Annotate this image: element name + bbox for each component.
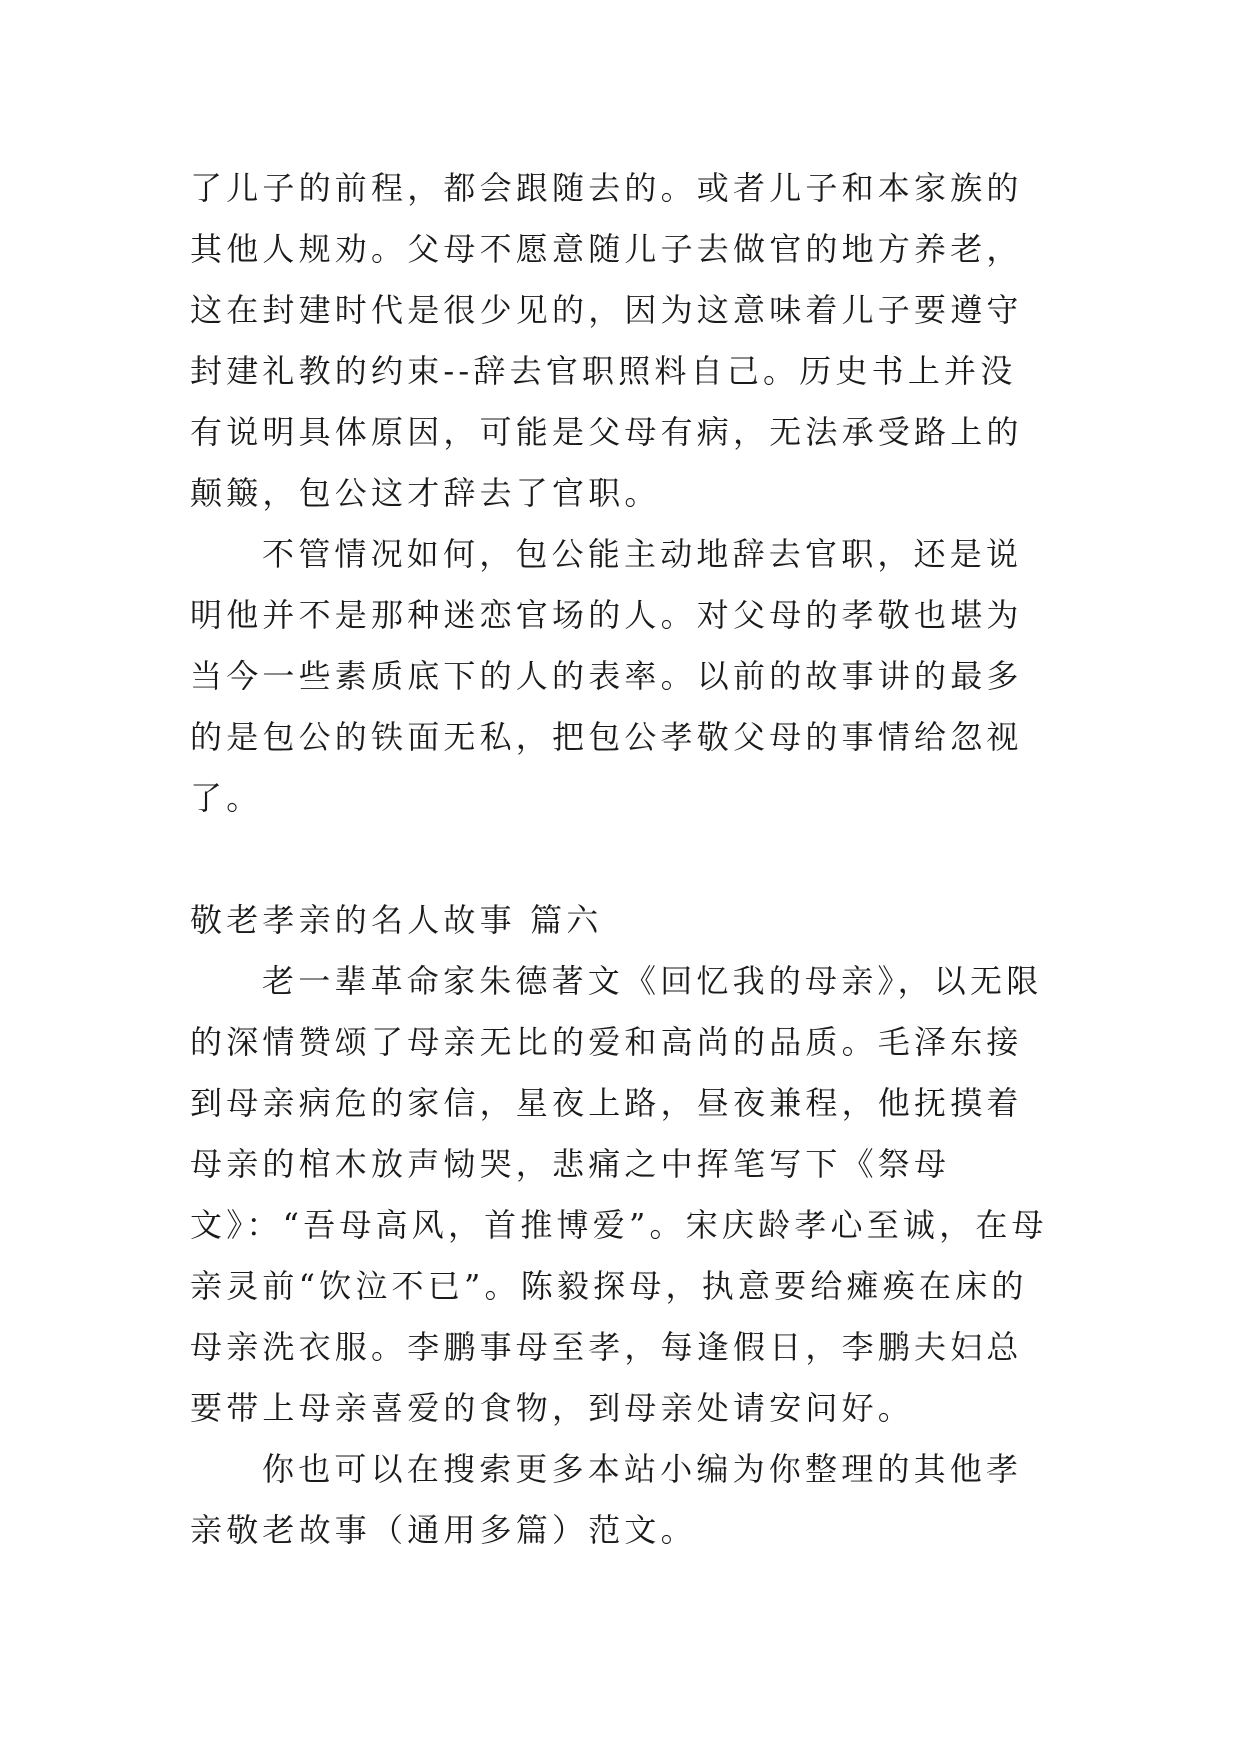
- section-heading: 敬老孝亲的名人故事 篇六: [190, 901, 603, 939]
- document-body: [190, 158, 1050, 1561]
- section-spacer: [190, 829, 1050, 890]
- paragraph: 老一辈革命家朱德著文《回忆我的母亲》，以无限的深情赞颂了母亲无比的爱和高尚的品质。毛泽东接到母亲病危的家信，星夜上路，昼夜兼程，他抚摸着母亲的棺木放声恸哭，悲痛之中挥笔写下《祭母文》：“吾母高风，首推博爱”。宋庆龄孝心至诚，在母亲灵前“饮泣不已”。陈毅探母，执意要给瘫痪在床的母亲洗衣服。李鹏事母至孝，每逢假日，李鹏夫妇总要带上母亲喜爱的食物，到母亲处请安问好。: [190, 962, 1048, 1427]
- paragraph-continuation: 了儿子的前程，都会跟随去的。或者儿子和本家族的其他人规劝。父母不愿意随儿子去做官的地方养老，这在封建时代是很少见的，因为这意味着儿子要遵守封建礼教的约束--辞去官职照料自己。历史书上并没有说明具体原因，可能是父母有病，无法承受路上的颠簸，包公这才辞去了官职。: [190, 169, 1023, 512]
- paragraph: 不管情况如何，包公能主动地辞去官职，还是说明他并不是那种迷恋官场的人。对父母的孝敬也堪为当今一些素质底下的人的表率。以前的故事讲的最多的是包公的铁面无私，把包公孝敬父母的事情给忽视了。: [190, 535, 1023, 817]
- paragraph: 你也可以在搜索更多本站小编为你整理的其他孝亲敬老故事（通用多篇）范文。: [190, 1450, 1023, 1549]
